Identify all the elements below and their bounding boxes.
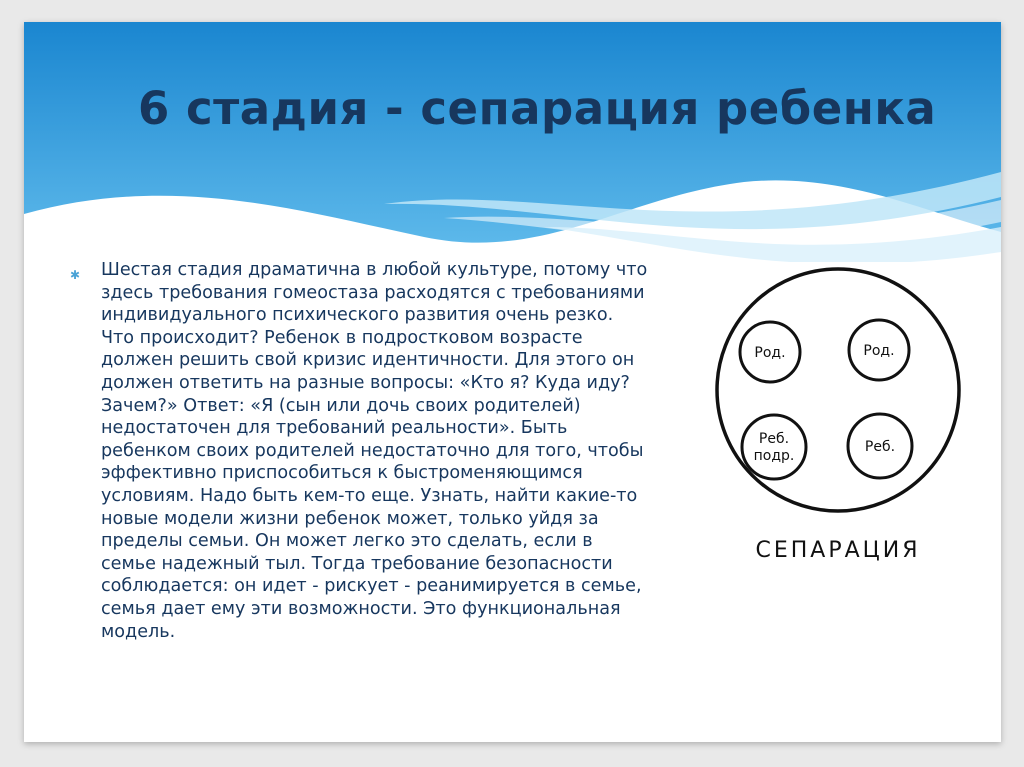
body-paragraph: Шестая стадия драматична в любой культуре, потому что здесь требования гомеостаза расходятся с требованиями индивидуального психического развития очень резко. Что происходит? Ребенок в подростковом возрасте должен решить свой кризис идентичности. Для этого он должен ответить на разные вопросы: «Кто я? Куда иду? Зачем?» Ответ: «Я (сын или дочь своих родителей) недостаточен для требований реальности». Быть ребенком своих родителей недостаточно для того, чтобы эффективно приспособиться к быстроменяющимся условиям. Надо быть кем-то еще. Узнать, найти какие-то новые модели жизни ребенок может, только уйдя за пределы семьи. Он может легко это сделать, если в семье надежный тыл. Тогда требование безопасности соблюдается: он идет - рискует - реанимируется в семье, семья дает ему эти возможности. Это функциональная модель. — [101, 260, 648, 642]
svg-text:Род.: Род. — [863, 343, 895, 359]
slide-title: 6 стадия - сепарация ребенка — [138, 82, 937, 135]
asterisk-bullet-icon: ✱ — [70, 268, 81, 282]
slide — [24, 22, 1001, 742]
header-wave-background — [24, 22, 1001, 282]
diagram-caption: СЕПАРАЦИЯ — [755, 538, 921, 563]
separation-diagram — [690, 262, 990, 582]
svg-text:Род.: Род. — [754, 345, 786, 361]
svg-text:Реб.: Реб. — [864, 439, 896, 455]
svg-text:Реб.: Реб. — [758, 431, 790, 447]
svg-text:подр.: подр. — [753, 448, 795, 464]
